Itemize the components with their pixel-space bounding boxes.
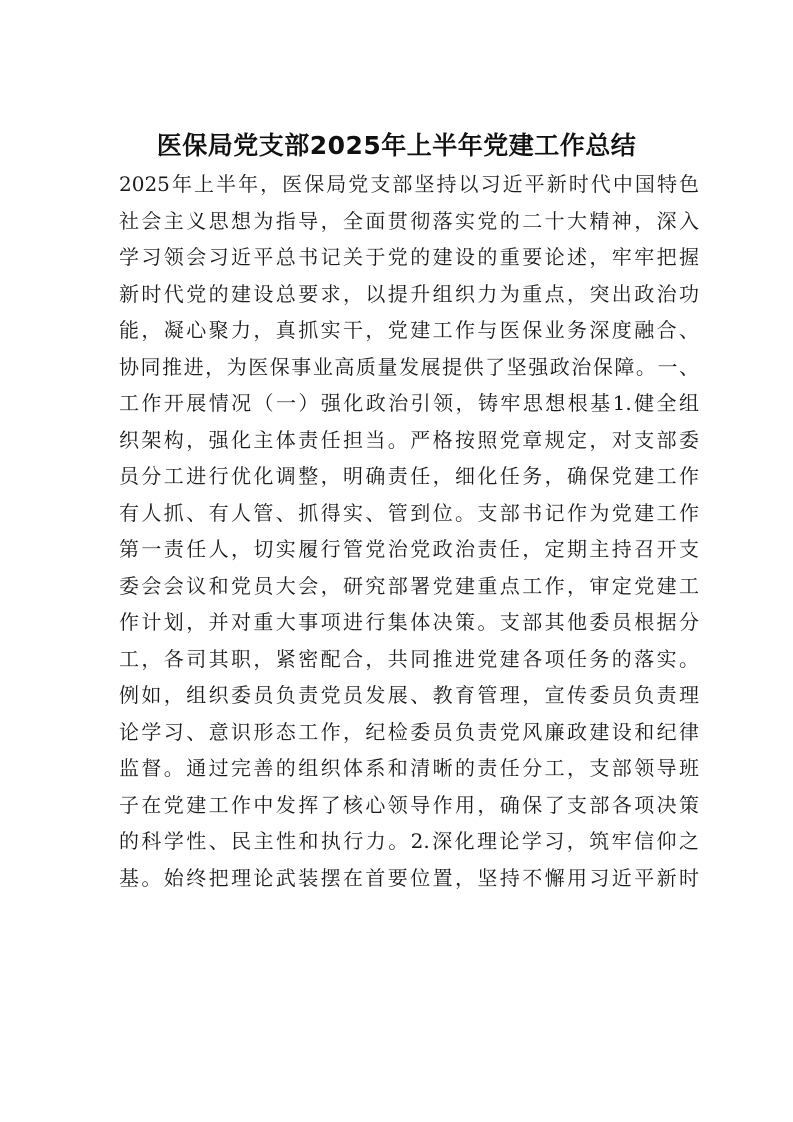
body-line: 协同推进，为医保事业高质量发展提供了坚强政治保障。一、 [119, 354, 699, 379]
body-line: 作计划，并对重大事项进行集体决策。支部其他委员根据分 [119, 610, 699, 634]
body-line: 委会会议和党员大会，研究部署党建重点工作，审定党建工 [119, 573, 699, 598]
body-line: 社会主义思想为指导，全面贯彻落实党的二十大精神，深入 [119, 208, 699, 233]
body-line: 新时代党的建设总要求，以提升组织力为重点，突出政治功 [119, 281, 699, 306]
body-line: 工，各司其职，紧密配合，共同推进党建各项任务的落实。 [119, 646, 699, 671]
body-line: 能，凝心聚力，真抓实干，党建工作与医保业务深度融合、 [119, 318, 699, 342]
body-line: 工作开展情况（一）强化政治引领，铸牢思想根基1.健全组 [119, 391, 699, 415]
body-line: 有人抓、有人管、抓得实、管到位。支部书记作为党建工作 [119, 500, 699, 525]
body-line: 监督。通过完善的组织体系和清晰的责任分工，支部领导班 [119, 756, 699, 780]
body-line: 的科学性、民主性和执行力。2.深化理论学习，筑牢信仰之 [119, 829, 699, 853]
body-line: 子在党建工作中发挥了核心领导作用，确保了支部各项决策 [119, 792, 699, 817]
body-line: 员分工进行优化调整，明确责任，细化任务，确保党建工作 [119, 464, 699, 488]
body-line: 第一责任人，切实履行管党治党政治责任，定期主持召开支 [119, 537, 699, 561]
document-body [119, 166, 699, 896]
body-line: 例如，组织委员负责党员发展、教育管理，宣传委员负责理 [119, 683, 699, 707]
body-line: 织架构，强化主体责任担当。严格按照党章规定，对支部委 [119, 427, 699, 452]
body-line: 2025年上半年，医保局党支部坚持以习近平新时代中国特色 [119, 172, 699, 196]
document-title: 医保局党支部2025年上半年党建工作总结 [156, 131, 637, 160]
body-line: 学习领会习近平总书记关于党的建设的重要论述，牢牢把握 [119, 245, 699, 269]
body-line: 论学习、意识形态工作，纪检委员负责党风廉政建设和纪律 [119, 719, 699, 744]
body-line: 基。始终把理论武装摆在首要位置，坚持不懈用习近平新时 [119, 865, 699, 890]
